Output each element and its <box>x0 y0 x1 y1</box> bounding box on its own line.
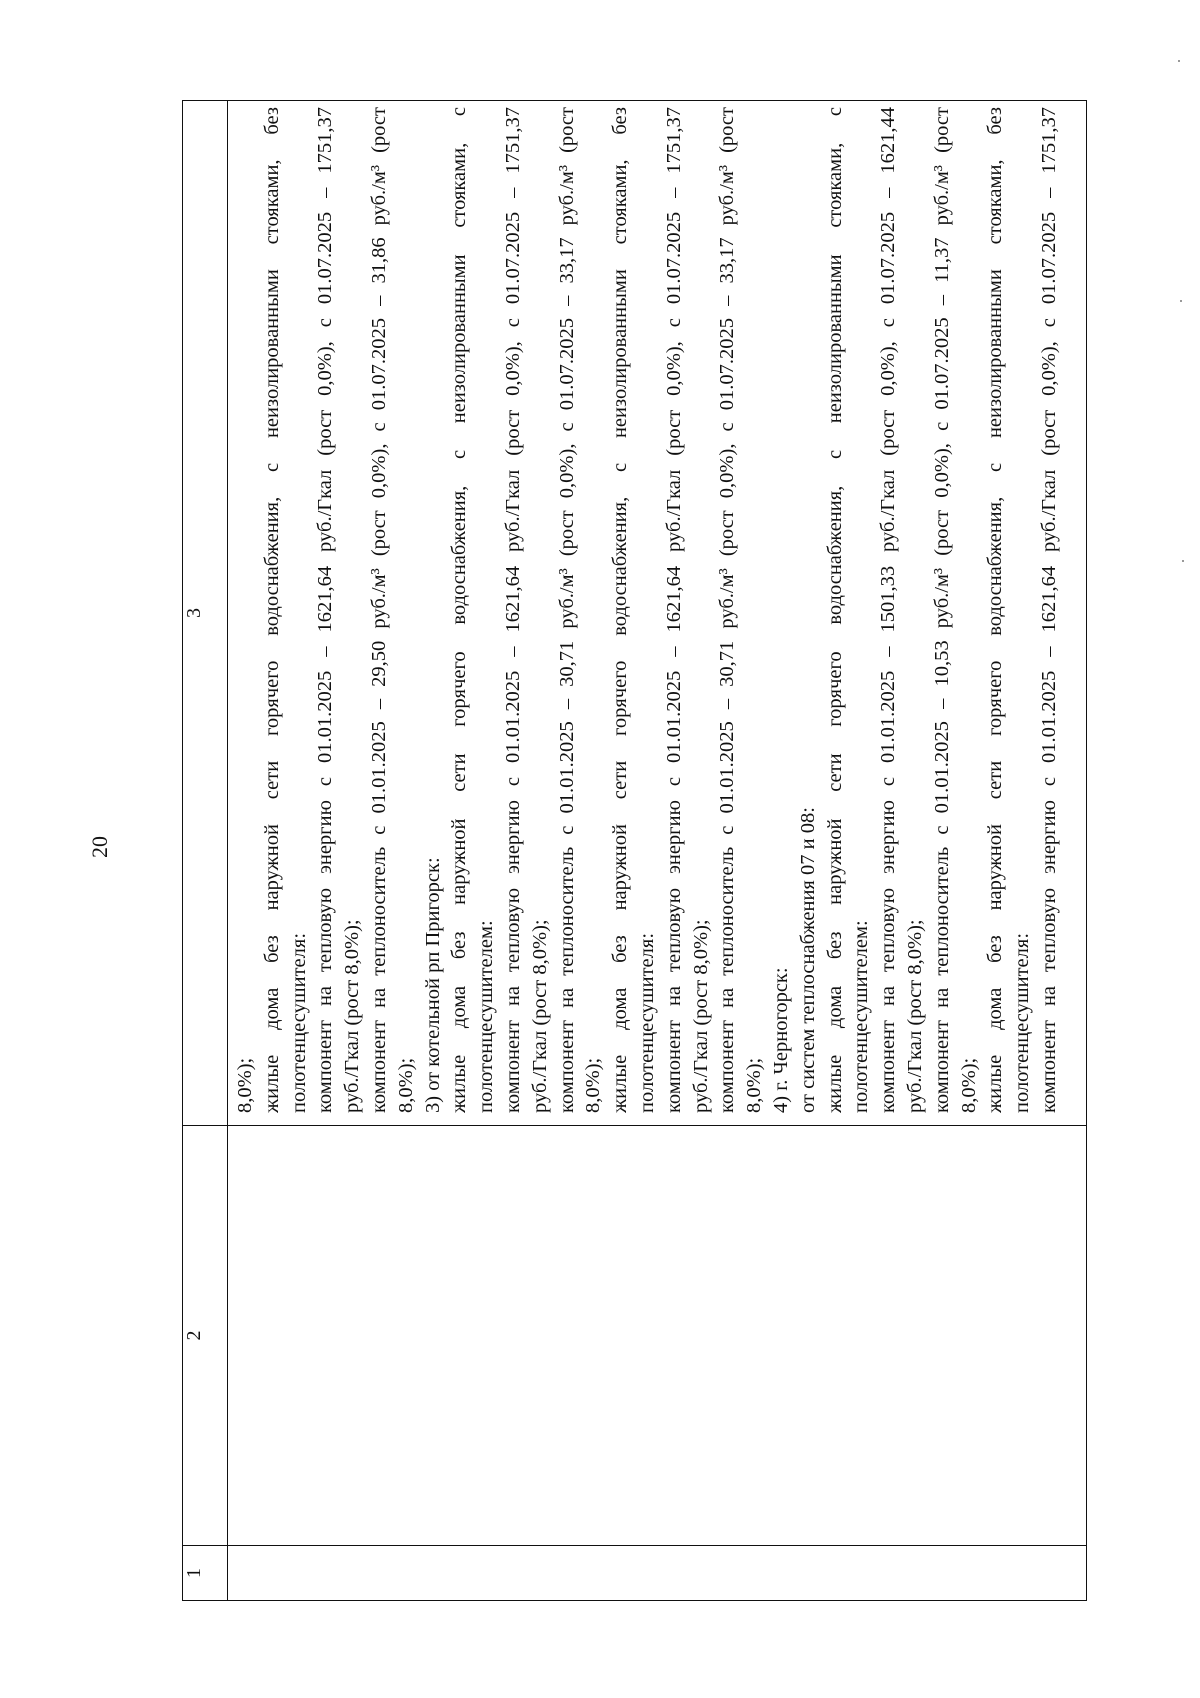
text-line: 8,0%); <box>743 1057 766 1113</box>
cell-col-3 <box>228 101 1087 1126</box>
text-line: полотенцесушителем: <box>475 920 498 1113</box>
text-line: 8,0%); <box>957 1057 980 1113</box>
text-line: руб./Гкал (рост 8,0%); <box>528 919 551 1113</box>
text-line: компонент на тепловую энергию с 01.01.2025 – 1621,64 руб./Гкал (рост 0,0%), с 01.07.2025 – 1751,37 <box>1037 107 1060 1113</box>
text-line: руб./Гкал (рост 8,0%); <box>689 919 712 1113</box>
table-header-row <box>183 101 228 1601</box>
table-row <box>228 101 1087 1601</box>
text-line: компонент на теплоноситель с 01.01.2025 – 30,71 руб./м³ (рост 0,0%), с 01.07.2025 – 33,17 руб./м³ (рост <box>716 107 739 1113</box>
text-line: 4) г. Черногорск: <box>769 967 792 1113</box>
text-line: руб./Гкал (рост 8,0%); <box>903 919 926 1113</box>
header-col-3: 3 <box>183 101 228 1126</box>
tariff-table <box>182 100 1087 1601</box>
text-line: компонент на теплоноситель с 01.01.2025 – 29,50 руб./м³ (рост 0,0%), с 01.07.2025 – 31,86 руб./м³ (рост <box>367 107 390 1113</box>
text-line: компонент на тепловую энергию с 01.01.2025 – 1621,64 руб./Гкал (рост 0,0%), с 01.07.2025 – 1751,37 <box>662 107 685 1113</box>
text-line: полотенцесушителя: <box>1011 932 1034 1113</box>
text-line: полотенцесушителя: <box>287 932 310 1113</box>
header-col-2: 2 <box>183 1126 228 1546</box>
scan-speck <box>1178 60 1180 62</box>
text-line: 3) от котельной рп Пригорск: <box>421 857 444 1113</box>
text-line: жилые дома без наружной сети горячего водоснабжения, с неизолированными стояками, с <box>823 107 846 1113</box>
text-line: полотенцесушителем: <box>850 920 873 1113</box>
text-line: жилые дома без наружной сети горячего водоснабжения, с неизолированными стояками, с <box>448 107 471 1113</box>
text-line: от систем теплоснабжения 07 и 08: <box>796 807 819 1113</box>
table-rotated-container <box>182 101 1087 1601</box>
text-line: жилые дома без наружной сети горячего водоснабжения, с неизолированными стояками, без <box>260 107 283 1113</box>
cell-col-2 <box>228 1126 1087 1546</box>
text-line: компонент на тепловую энергию с 01.01.2025 – 1621,64 руб./Гкал (рост 0,0%), с 01.07.2025 – 1751,37 <box>314 107 337 1113</box>
scan-speck <box>1180 300 1182 302</box>
text-line: жилые дома без наружной сети горячего водоснабжения, с неизолированными стояками, без <box>984 107 1007 1113</box>
text-line: 8,0%); <box>394 1057 417 1113</box>
cell-col-1 <box>228 1546 1087 1601</box>
text-line: 8,0%); <box>582 1057 605 1113</box>
text-line: компонент на тепловую энергию с 01.01.2025 – 1501,33 руб./Гкал (рост 0,0%), с 01.07.2025 – 1621,44 <box>877 107 900 1113</box>
text-line: компонент на теплоноситель с 01.01.2025 – 10,53 руб./м³ (рост 0,0%), с 01.07.2025 – 11,37 руб./м³ (рост <box>930 107 953 1113</box>
text-line: компонент на тепловую энергию с 01.01.2025 – 1621,64 руб./Гкал (рост 0,0%), с 01.07.2025 – 1751,37 <box>501 107 524 1113</box>
text-line: 8,0%); <box>234 1057 256 1113</box>
side-stamp <box>1140 1390 1168 1540</box>
scan-speck <box>1182 560 1184 562</box>
header-col-1: 1 <box>183 1546 228 1601</box>
text-line: руб./Гкал (рост 8,0%); <box>341 919 364 1113</box>
page-number: 20 <box>87 836 112 858</box>
text-line: жилые дома без наружной сети горячего водоснабжения, с неизолированными стояками, без <box>609 107 632 1113</box>
text-line: полотенцесушителя: <box>635 932 658 1113</box>
text-line: компонент на теплоноситель с 01.01.2025 – 30,71 руб./м³ (рост 0,0%), с 01.07.2025 – 33,17 руб./м³ (рост <box>555 107 578 1113</box>
